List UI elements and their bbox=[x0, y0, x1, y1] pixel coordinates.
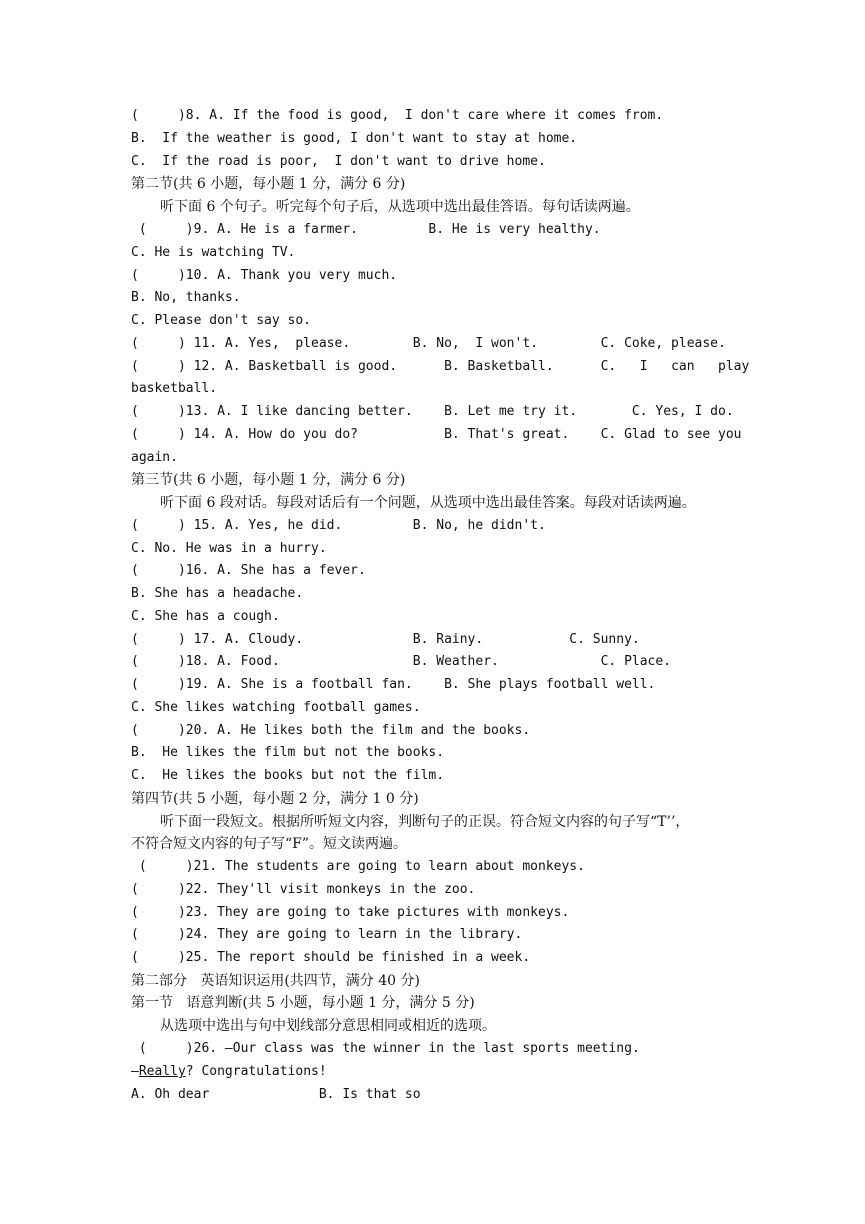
q13: ( )13. A. I like dancing better. B. Let me try it. C. Yes, I do. bbox=[131, 404, 734, 419]
q20-option-c: C. He likes the books but not the film. bbox=[131, 768, 445, 783]
q23: ( )23. They are going to take pictures with monkeys. bbox=[131, 905, 570, 920]
q11: ( ) 11. A. Yes, please. B. No, I won't. C. Coke, please. bbox=[131, 336, 726, 351]
q21: ( )21. The students are going to learn about monkeys. bbox=[131, 859, 585, 874]
part-2-section-1-instructions: 从选项中选出与句中划线部分意思相同或相近的选项。 bbox=[160, 1018, 496, 1034]
part-2-section-1-heading: 第一节 语意判断(共 5 小题，每小题 1 分，满分 5 分) bbox=[131, 995, 475, 1011]
q9-option-c: C. He is watching TV. bbox=[131, 245, 296, 260]
q26-dash: — bbox=[131, 1064, 139, 1079]
q20-option-b: B. He likes the film but not the books. bbox=[131, 745, 445, 760]
q26: ( )26. —Our class was the winner in the last sports meeting. bbox=[131, 1041, 640, 1056]
q9-option-a: ( )9. A. He is a farmer. B. He is very healthy. bbox=[131, 222, 601, 237]
section-4-instructions: 听下面一段短文。根据所听短文内容，判断句子的正误。符合短文内容的句子写“T’’， bbox=[160, 814, 690, 830]
section-3-heading: 第三节(共 6 小题，每小题 1 分，满分 6 分) bbox=[131, 472, 406, 488]
q16-option-c: C. She has a cough. bbox=[131, 609, 280, 624]
section-3-instructions: 听下面 6 段对话。每段对话后有一个问题，从选项中选出最佳答案。每段对话读两遍。 bbox=[160, 495, 696, 511]
q22: ( )22. They'll visit monkeys in the zoo. bbox=[131, 882, 476, 897]
q26-reply-rest: ? Congratulations! bbox=[185, 1064, 327, 1079]
q20-option-a: ( )20. A. He likes both the film and the books. bbox=[131, 723, 531, 738]
section-4-heading: 第四节(共 5 小题，每小题 2 分，满分 1 0 分) bbox=[131, 791, 419, 807]
q8-option-b: B. If the weather is good, I don't want to stay at home. bbox=[131, 131, 578, 146]
q8-option-a: ( )8. A. If the food is good, I don't care where it comes from. bbox=[131, 108, 664, 123]
q14-continued: again. bbox=[131, 450, 178, 465]
q26-options: A. Oh dear B. Is that so bbox=[131, 1087, 421, 1102]
q26-reply bbox=[131, 1062, 736, 1082]
q10-option-b: B. No, thanks. bbox=[131, 290, 241, 305]
q18: ( )18. A. Food. B. Weather. C. Place. bbox=[131, 654, 672, 669]
q16-option-b: B. She has a headache. bbox=[131, 586, 304, 601]
q19-option-c: C. She likes watching football games. bbox=[131, 700, 421, 715]
q24: ( )24. They are going to learn in the library. bbox=[131, 927, 523, 942]
q15-option-c: C. No. He was in a hurry. bbox=[131, 541, 327, 556]
section-2-heading: 第二节(共 6 小题，每小题 1 分，满分 6 分) bbox=[131, 176, 406, 192]
part-2-heading: 第二部分 英语知识运用(共四节，满分 40 分) bbox=[131, 973, 420, 989]
q19: ( )19. A. She is a football fan. B. She plays football well. bbox=[131, 677, 656, 692]
q17: ( ) 17. A. Cloudy. B. Rainy. C. Sunny. bbox=[131, 632, 640, 647]
q25: ( )25. The report should be finished in a week. bbox=[131, 950, 531, 965]
section-4-instructions-continued: 不符合短文内容的句子写“F”。短文读两遍。 bbox=[131, 836, 408, 852]
q10-option-c: C. Please don't say so. bbox=[131, 313, 312, 328]
q12: ( ) 12. A. Basketball is good. B. Basketball. C. I can play bbox=[131, 359, 750, 374]
section-2-instructions: 听下面 6 个句子。听完每个句子后，从选项中选出最佳答语。每句话读两遍。 bbox=[160, 199, 640, 215]
q10-option-a: ( )10. A. Thank you very much. bbox=[131, 268, 398, 283]
q26-underlined-word: Really bbox=[138, 1064, 186, 1079]
q16-option-a: ( )16. A. She has a fever. bbox=[131, 563, 366, 578]
q12-continued: basketball. bbox=[131, 381, 218, 396]
q15: ( ) 15. A. Yes, he did. B. No, he didn't. bbox=[131, 518, 546, 533]
q14: ( ) 14. A. How do you do? B. That's great. C. Glad to see you bbox=[131, 427, 742, 442]
q8-option-c: C. If the road is poor, I don't want to drive home. bbox=[131, 154, 546, 169]
